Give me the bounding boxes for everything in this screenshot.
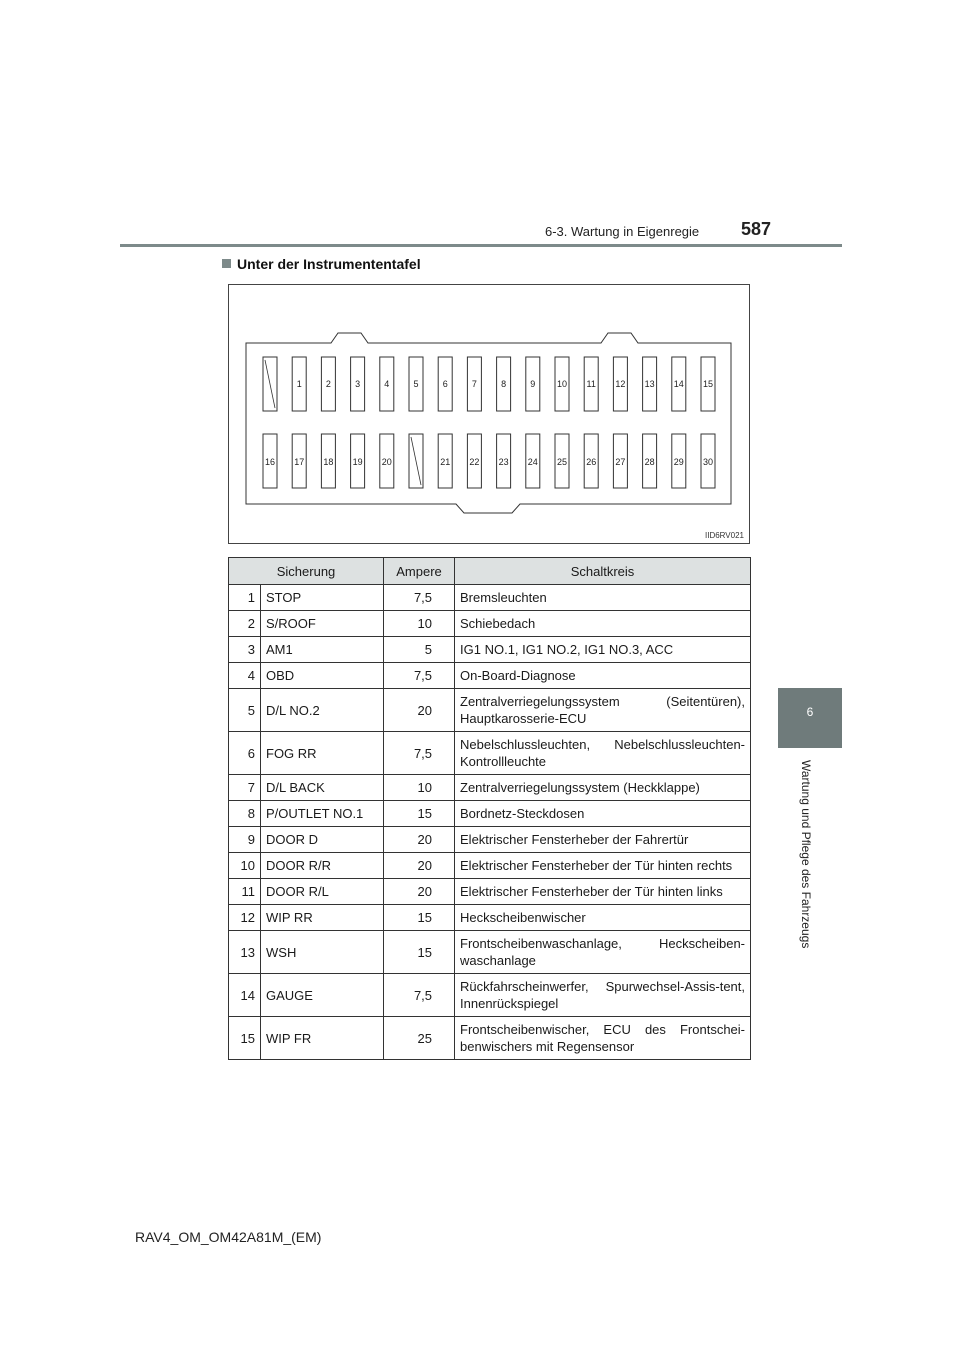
fuse-number-cell: 2 bbox=[229, 611, 261, 637]
fuse-name-cell: WSH bbox=[261, 931, 384, 974]
ampere-cell: 15 bbox=[384, 931, 455, 974]
fuse-label: 7 bbox=[471, 379, 477, 389]
fuse-label: 22 bbox=[469, 457, 480, 467]
fuse-label: 18 bbox=[323, 457, 334, 467]
fuse-name-cell: GAUGE bbox=[261, 974, 384, 1017]
fuse-label: 26 bbox=[586, 457, 597, 467]
fuse-number-cell: 3 bbox=[229, 637, 261, 663]
table-row bbox=[229, 931, 751, 974]
fuse-label: 5 bbox=[413, 379, 419, 389]
circuit-cell: Frontscheibenwaschanlage, Heckscheiben-waschanlage bbox=[455, 931, 751, 974]
circuit-cell: Nebelschlussleuchten, Nebelschlussleuchten-Kontrollleuchte bbox=[455, 732, 751, 775]
fuse-box-diagram bbox=[228, 284, 750, 544]
fuse-name-cell: DOOR R/L bbox=[261, 879, 384, 905]
table-row bbox=[229, 974, 751, 1017]
fuse-label: 28 bbox=[644, 457, 655, 467]
fuse-number-cell: 12 bbox=[229, 905, 261, 931]
fuse-label: 9 bbox=[530, 379, 536, 389]
fuse-number-cell: 1 bbox=[229, 585, 261, 611]
fuse-number-cell: 8 bbox=[229, 801, 261, 827]
figure-id: IID6RV021 bbox=[705, 531, 744, 540]
fuse-number-cell: 13 bbox=[229, 931, 261, 974]
fuse-label: 29 bbox=[673, 457, 684, 467]
fuse-label: 3 bbox=[355, 379, 361, 389]
fuse-name-cell: STOP bbox=[261, 585, 384, 611]
fuse-label: 14 bbox=[673, 379, 684, 389]
fuse-number-cell: 10 bbox=[229, 853, 261, 879]
heading-square-icon bbox=[222, 259, 231, 268]
table-header-row bbox=[229, 558, 751, 585]
circuit-cell: Elektrischer Fensterheber der Tür hinten rechts bbox=[455, 853, 751, 879]
table-row bbox=[229, 611, 751, 637]
table-row bbox=[229, 801, 751, 827]
fuse-label: 30 bbox=[702, 457, 714, 467]
fuse-label: 19 bbox=[352, 457, 363, 467]
fuse-name-cell: WIP FR bbox=[261, 1017, 384, 1060]
fuse-name-cell: DOOR D bbox=[261, 827, 384, 853]
fuse-number-cell: 7 bbox=[229, 775, 261, 801]
table-row bbox=[229, 853, 751, 879]
fuse-label: 4 bbox=[384, 379, 390, 389]
fuse-name-cell: DOOR R/R bbox=[261, 853, 384, 879]
circuit-cell: Schiebedach bbox=[455, 611, 751, 637]
table-row bbox=[229, 775, 751, 801]
table-row bbox=[229, 689, 751, 732]
ampere-cell: 7,5 bbox=[384, 585, 455, 611]
circuit-cell: Heckscheibenwischer bbox=[455, 905, 751, 931]
circuit-cell: Rückfahrscheinwerfer, Spurwechsel-Assis-tent, Innenrückspiegel bbox=[455, 974, 751, 1017]
circuit-cell: Zentralverriegelungssystem (Seitentüren), Hauptkarosserie-ECU bbox=[455, 689, 751, 732]
table-row bbox=[229, 827, 751, 853]
fuse-label: 6 bbox=[442, 379, 448, 389]
header-ampere: Ampere bbox=[384, 558, 455, 585]
table-row bbox=[229, 585, 751, 611]
fuse-label: 20 bbox=[381, 457, 392, 467]
ampere-cell: 15 bbox=[384, 801, 455, 827]
table-row bbox=[229, 732, 751, 775]
fuse-label: 17 bbox=[294, 457, 305, 467]
table-row bbox=[229, 879, 751, 905]
fuse-label: 12 bbox=[615, 379, 626, 389]
fuse-label: 13 bbox=[644, 379, 655, 389]
fuse-label: 24 bbox=[527, 457, 538, 467]
table-row bbox=[229, 663, 751, 689]
ampere-cell: 20 bbox=[384, 853, 455, 879]
chapter-tab bbox=[778, 688, 842, 748]
circuit-cell: Frontscheibenwischer, ECU des Frontschei-benwischers mit Regensensor bbox=[455, 1017, 751, 1060]
fuse-name-cell: D/L BACK bbox=[261, 775, 384, 801]
fuse-number-cell: 14 bbox=[229, 974, 261, 1017]
circuit-cell: On-Board-Diagnose bbox=[455, 663, 751, 689]
fuse-label: 10 bbox=[556, 379, 568, 389]
fuse-number-cell: 11 bbox=[229, 879, 261, 905]
fuse-number-cell: 5 bbox=[229, 689, 261, 732]
page-number: 587 bbox=[741, 219, 772, 239]
fuse-label: 11 bbox=[586, 379, 596, 389]
fuse-number-cell: 9 bbox=[229, 827, 261, 853]
ampere-cell: 5 bbox=[384, 637, 455, 663]
fuse-label: 15 bbox=[702, 379, 714, 389]
header-fuse: Sicherung bbox=[229, 558, 384, 585]
ampere-cell: 25 bbox=[384, 1017, 455, 1060]
chapter-number: 6 bbox=[806, 705, 814, 719]
fuse-box-figure bbox=[228, 284, 750, 544]
chapter-title: Wartung und Pflege des Fahrzeugs bbox=[799, 760, 813, 949]
circuit-cell: Zentralverriegelungssystem (Heckklappe) bbox=[455, 775, 751, 801]
table-row bbox=[229, 1017, 751, 1060]
ampere-cell: 7,5 bbox=[384, 663, 455, 689]
circuit-cell: Bremsleuchten bbox=[455, 585, 751, 611]
circuit-cell: Bordnetz-Steckdosen bbox=[455, 801, 751, 827]
fuse-name-cell: S/ROOF bbox=[261, 611, 384, 637]
ampere-cell: 10 bbox=[384, 611, 455, 637]
table-row bbox=[229, 905, 751, 931]
fuse-label: 16 bbox=[264, 457, 276, 467]
ampere-cell: 15 bbox=[384, 905, 455, 931]
section-heading-text: Unter der Instrumententafel bbox=[237, 256, 421, 272]
fuse-label: 1 bbox=[296, 379, 302, 389]
document-code: RAV4_OM_OM42A81M_(EM) bbox=[135, 1229, 322, 1245]
ampere-cell: 7,5 bbox=[384, 974, 455, 1017]
fuse-name-cell: OBD bbox=[261, 663, 384, 689]
ampere-cell: 20 bbox=[384, 689, 455, 732]
table-row bbox=[229, 637, 751, 663]
ampere-cell: 10 bbox=[384, 775, 455, 801]
fuse-label: 2 bbox=[325, 379, 331, 389]
fuse-label: 8 bbox=[501, 379, 507, 389]
fuse-table bbox=[228, 557, 751, 1060]
ampere-cell: 7,5 bbox=[384, 732, 455, 775]
fuse-label: 23 bbox=[498, 457, 509, 467]
fuse-label: 25 bbox=[556, 457, 568, 467]
ampere-cell: 20 bbox=[384, 879, 455, 905]
header-circuit: Schaltkreis bbox=[455, 558, 751, 585]
fuse-name-cell: WIP RR bbox=[261, 905, 384, 931]
fuse-box-outline bbox=[246, 333, 731, 513]
ampere-cell: 20 bbox=[384, 827, 455, 853]
fuse-number-cell: 4 bbox=[229, 663, 261, 689]
circuit-cell: IG1 NO.1, IG1 NO.2, IG1 NO.3, ACC bbox=[455, 637, 751, 663]
fuse-number-cell: 15 bbox=[229, 1017, 261, 1060]
header-rule bbox=[120, 244, 842, 247]
section-heading bbox=[222, 256, 421, 272]
fuse-name-cell: D/L NO.2 bbox=[261, 689, 384, 732]
fuse-name-cell: P/OUTLET NO.1 bbox=[261, 801, 384, 827]
circuit-cell: Elektrischer Fensterheber der Tür hinten links bbox=[455, 879, 751, 905]
fuse-number-cell: 6 bbox=[229, 732, 261, 775]
fuse-label: 21 bbox=[440, 457, 451, 467]
fuse-name-cell: AM1 bbox=[261, 637, 384, 663]
fuse-name-cell: FOG RR bbox=[261, 732, 384, 775]
running-header-section: 6-3. Wartung in Eigenregie bbox=[545, 224, 700, 239]
circuit-cell: Elektrischer Fensterheber der Fahrertür bbox=[455, 827, 751, 853]
fuse-label: 27 bbox=[615, 457, 626, 467]
